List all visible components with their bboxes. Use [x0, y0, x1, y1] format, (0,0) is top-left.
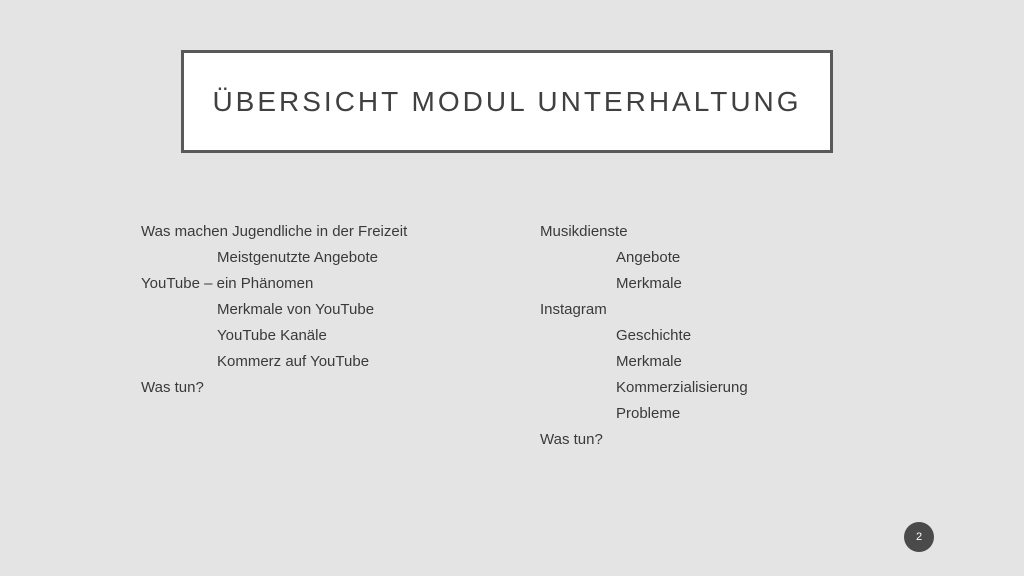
- outline-subitem: Merkmale: [616, 353, 682, 370]
- page-number-badge: 2: [904, 522, 934, 552]
- outline-subitem: Merkmale von YouTube: [217, 301, 375, 318]
- outline-subitem: Probleme: [616, 405, 681, 422]
- outline-subitem: Kommerzialisierung: [616, 379, 748, 396]
- left-outline-column: [141, 219, 407, 401]
- title-box: [181, 50, 833, 153]
- outline-subitem: Kommerz auf YouTube: [217, 353, 370, 370]
- outline-subitem: Angebote: [616, 249, 681, 266]
- right-outline-column: [540, 219, 748, 453]
- outline-item: Instagram: [540, 301, 607, 318]
- outline-subitem: Geschichte: [616, 327, 692, 344]
- outline-item: Musikdienste: [540, 223, 628, 240]
- outline-subitem: YouTube Kanäle: [217, 327, 327, 344]
- outline-item: Was machen Jugendliche in der Freizeit: [141, 223, 408, 240]
- outline-item: YouTube – ein Phänomen: [141, 275, 314, 292]
- outline-item: Was tun?: [141, 379, 204, 396]
- outline-subitem: Meistgenutzte Angebote: [217, 249, 378, 266]
- slide-title: ÜBERSICHT MODUL UNTERHALTUNG: [212, 85, 802, 117]
- outline-subitem: Merkmale: [616, 275, 682, 292]
- outline-item: Was tun?: [540, 431, 603, 448]
